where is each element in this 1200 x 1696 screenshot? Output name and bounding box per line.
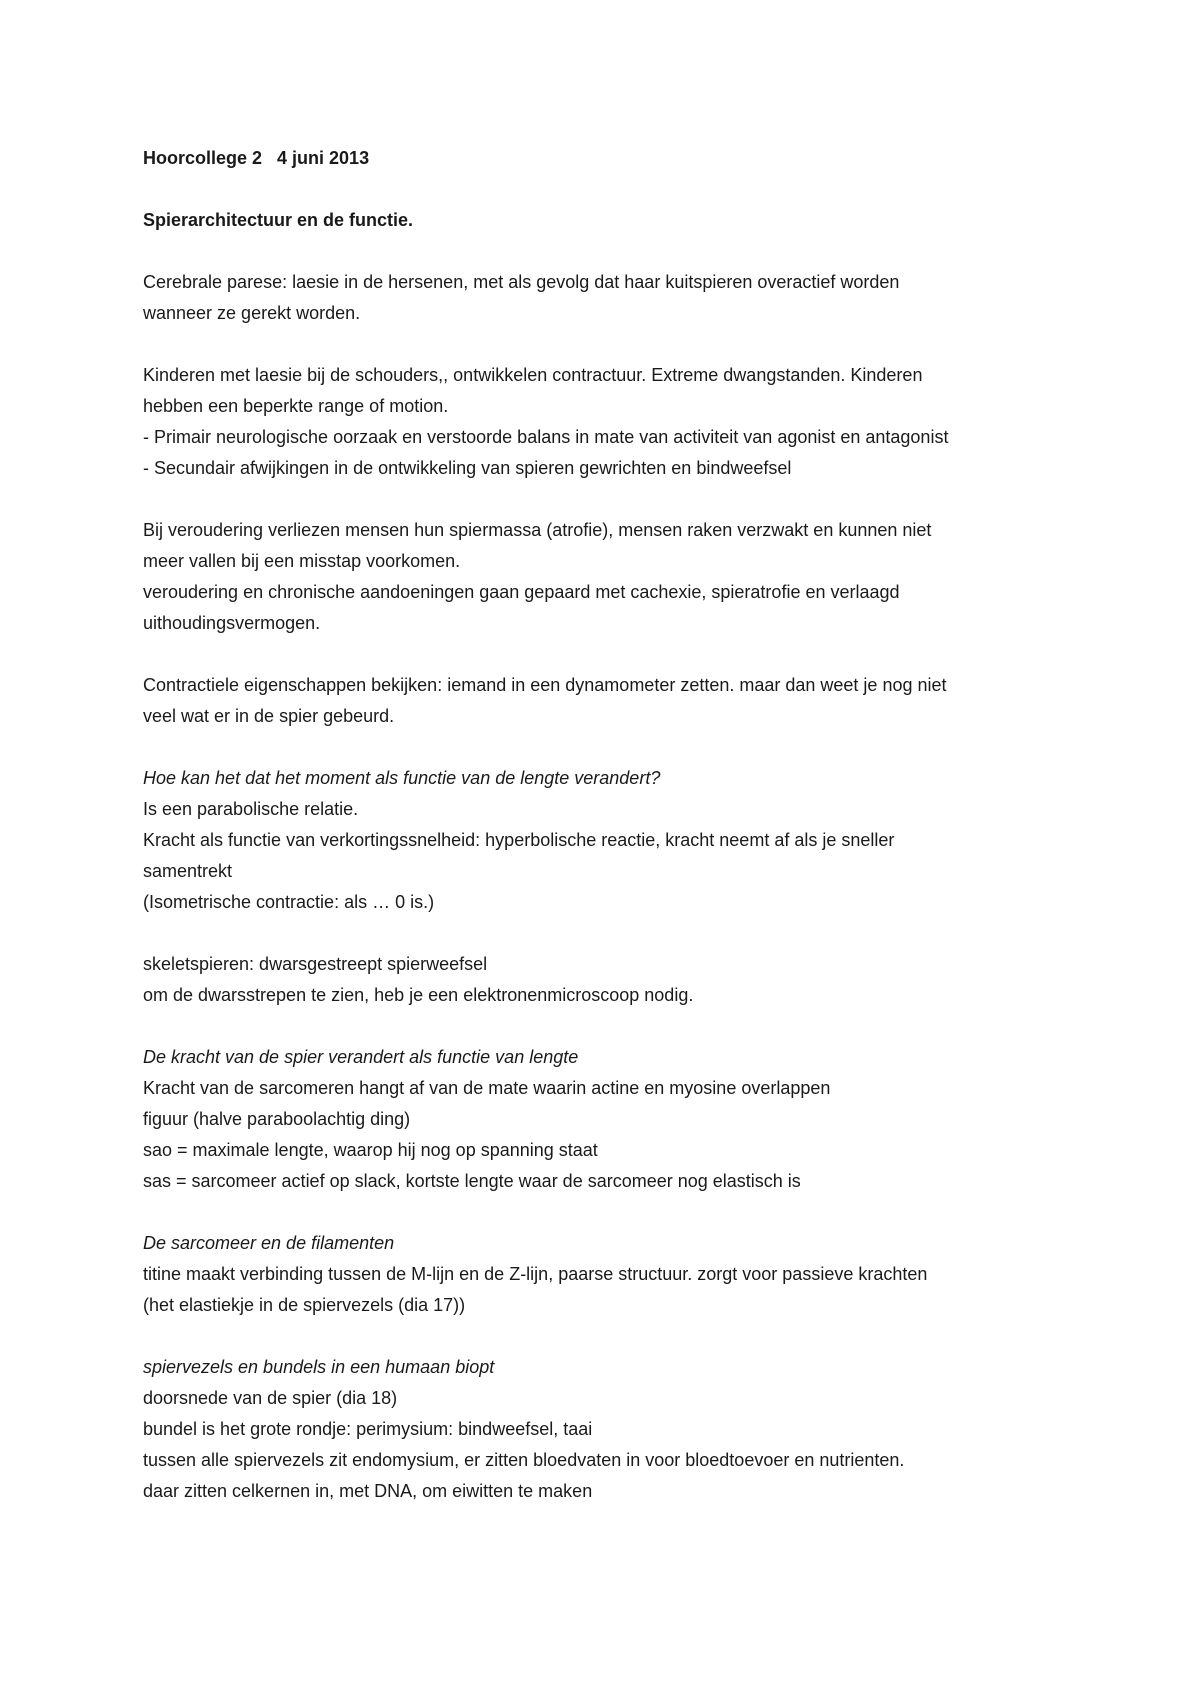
paragraph-spiervezels-biopt [143, 1352, 1083, 1507]
paragraph-kracht-spier [143, 1042, 1083, 1197]
spacer [143, 1011, 1083, 1042]
paragraph-line: - Primair neurologische oorzaak en verstoorde balans in mate van activiteit van agonist en antagonist [143, 427, 949, 447]
section-heading: De kracht van de spier verandert als functie van lengte [143, 1047, 579, 1067]
spacer [143, 1321, 1083, 1352]
document-title: Hoorcollege 2 4 juni 2013 [143, 148, 370, 168]
spacer [143, 732, 1083, 763]
paragraph-line: daar zitten celkernen in, met DNA, om eiwitten te maken [143, 1481, 593, 1501]
paragraph-line: (Isometrische contractie: als … 0 is.) [143, 892, 435, 912]
paragraph-line: hebben een beperkte range of motion. [143, 396, 449, 416]
paragraph-line: samentrekt [143, 861, 233, 881]
paragraph-veroudering [143, 515, 1083, 639]
paragraph-line: wanneer ze gerekt worden. [143, 303, 361, 323]
paragraph-line: bundel is het grote rondje: perimysium: bindweefsel, taai [143, 1419, 593, 1439]
paragraph-cerebrale-parese [143, 267, 1083, 329]
paragraph-line: om de dwarsstrepen te zien, heb je een elektronenmicroscoop nodig. [143, 985, 694, 1005]
paragraph-line: Kracht als functie van verkortingssnelheid: hyperbolische reactie, kracht neemt af als je sneller [143, 830, 895, 850]
document-subtitle: Spierarchitectuur en de functie. [143, 210, 414, 230]
paragraph-moment-lengte [143, 763, 1083, 918]
paragraph-line: titine maakt verbinding tussen de M-lijn en de Z-lijn, paarse structuur. zorgt voor passieve krachten [143, 1264, 928, 1284]
spacer [143, 918, 1083, 949]
spacer [143, 174, 1083, 205]
paragraph-contractuur [143, 360, 1083, 484]
spacer [143, 639, 1083, 670]
paragraph-line: veroudering en chronische aandoeningen gaan gepaard met cachexie, spieratrofie en verlaagd [143, 582, 900, 602]
paragraph-line: Kinderen met laesie bij de schouders,, ontwikkelen contractuur. Extreme dwangstanden. Kinderen [143, 365, 923, 385]
paragraph-line: Cerebrale parese: laesie in de hersenen, met als gevolg dat haar kuitspieren overactief worden [143, 272, 900, 292]
section-heading: De sarcomeer en de filamenten [143, 1233, 395, 1253]
paragraph-line: sas = sarcomeer actief op slack, kortste lengte waar de sarcomeer nog elastisch is [143, 1171, 801, 1191]
section-heading: Hoe kan het dat het moment als functie van de lengte verandert? [143, 768, 661, 788]
spacer [143, 484, 1083, 515]
paragraph-line: figuur (halve paraboolachtig ding) [143, 1109, 411, 1129]
section-heading: spiervezels en bundels in een humaan biopt [143, 1357, 495, 1377]
paragraph-line: uithoudingsvermogen. [143, 613, 321, 633]
paragraph-line: veel wat er in de spier gebeurd. [143, 706, 395, 726]
paragraph-line: Bij veroudering verliezen mensen hun spiermassa (atrofie), mensen raken verzwakt en kunnen niet [143, 520, 932, 540]
paragraph-line: - Secundair afwijkingen in de ontwikkeling van spieren gewrichten en bindweefsel [143, 458, 792, 478]
paragraph-line: sao = maximale lengte, waarop hij nog op spanning staat [143, 1140, 598, 1160]
paragraph-contractiele-eigenschappen [143, 670, 1083, 732]
paragraph-line: Kracht van de sarcomeren hangt af van de mate waarin actine en myosine overlappen [143, 1078, 831, 1098]
paragraph-sarcomeer-filamenten [143, 1228, 1083, 1321]
paragraph-line: skeletspieren: dwarsgestreept spierweefsel [143, 954, 488, 974]
paragraph-line: (het elastiekje in de spiervezels (dia 17)) [143, 1295, 466, 1315]
paragraph-line: Is een parabolische relatie. [143, 799, 359, 819]
paragraph-line: tussen alle spiervezels zit endomysium, er zitten bloedvaten in voor bloedtoevoer en nutrienten. [143, 1450, 905, 1470]
spacer [143, 236, 1083, 267]
paragraph-skeletspieren [143, 949, 1083, 1011]
document-page [143, 143, 1083, 1507]
paragraph-line: meer vallen bij een misstap voorkomen. [143, 551, 461, 571]
spacer [143, 1197, 1083, 1228]
spacer [143, 329, 1083, 360]
paragraph-line: doorsnede van de spier (dia 18) [143, 1388, 398, 1408]
paragraph-line: Contractiele eigenschappen bekijken: iemand in een dynamometer zetten. maar dan weet je nog niet [143, 675, 947, 695]
